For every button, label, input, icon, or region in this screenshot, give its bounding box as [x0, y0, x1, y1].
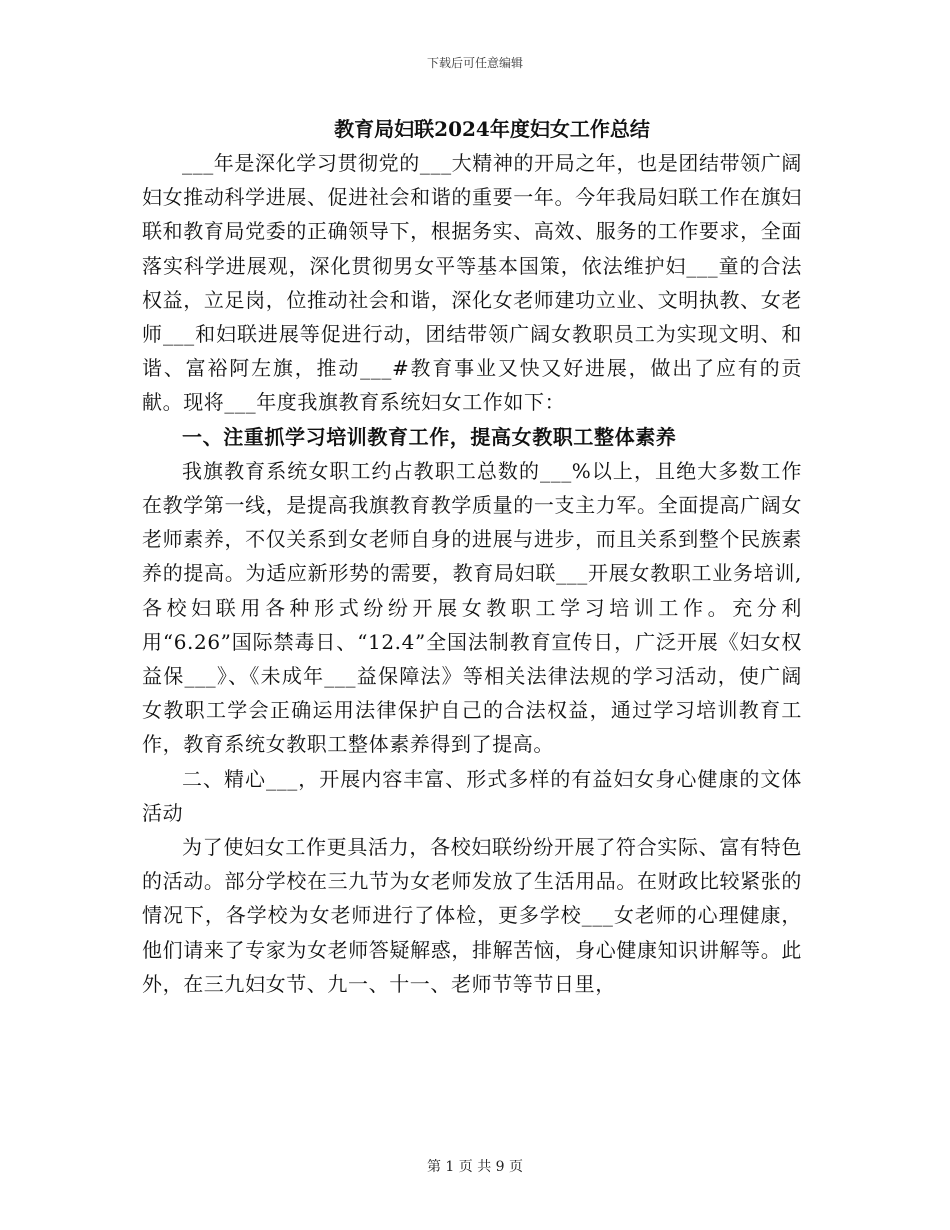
section-heading-2: 二、精心___，开展内容丰富、形式多样的有益妇女身心健康的文体活动	[142, 766, 802, 825]
page-header: 下载后可任意编辑	[426, 56, 523, 70]
paragraph-section-1: 我旗教育系统女职工约占教职工总数的___%以上，且绝大多数工作在教学第一线，是提高我旗教育教学质量的一支主力军。全面提高广阔女老师素养，不仅关系到女老师自身的进展与进步，而且关系到整个民族素养的提高。为适应新形势的需要，教育局妇联___开展女教职工业务培训,各校妇联用各种形式纷纷开展女教职工学习培训工作。充分利用“6.26”国际禁毒日、“12.4”全国法制教育宣传日，广泛开展《妇女权益保___》、《未成年___益保障法》等相关法律法规的学习活动，使广阔女教职工学会正确运用法律保护自己的合法权益，通过学习培训教育工作，教育系统女教职工整体素养得到了提高。	[142, 458, 802, 757]
document-title: 教育局妇联2024年度妇女工作总结	[334, 117, 650, 141]
section-heading-1: 一、注重抓学习培训教育工作，提高女教职工整体素养	[182, 424, 677, 449]
paragraph-section-2: 为了使妇女工作更具活力，各校妇联纷纷开展了符合实际、富有特色的活动。部分学校在三九节为女老师发放了生活用品。在财政比较紧张的情况下，各学校为女老师进行了体检，更多学校___女老师的心理健康，他们请来了专家为女老师答疑解惑，排解苦恼，身心健康知识讲解等。此外，在三九妇女节、九一、十一、老师节等节日里，	[142, 835, 802, 996]
document-body	[142, 112, 802, 1001]
page-footer: 第 1 页 共 9 页	[426, 1159, 524, 1175]
paragraph-intro: ___年是深化学习贯彻党的___大精神的开局之年，也是团结带领广阔妇女推动科学进展、促进社会和谐的重要一年。今年我局妇联工作在旗妇联和教育局党委的正确领导下，根据务实、高效、服务的工作要求，全面落实科学进展观，深化贯彻男女平等基本国策，依法维护妇___童的合法权益，立足岗，位推动社会和谐，深化女老师建功立业、文明执教、女老师___和妇联进展等促进行动，团结带领广阔女教职员工为实现文明、和谐、富裕阿左旗，推动___#教育事业又快又好进展，做出了应有的贡献。现将___年度我旗教育系统妇女工作如下：	[142, 151, 802, 415]
